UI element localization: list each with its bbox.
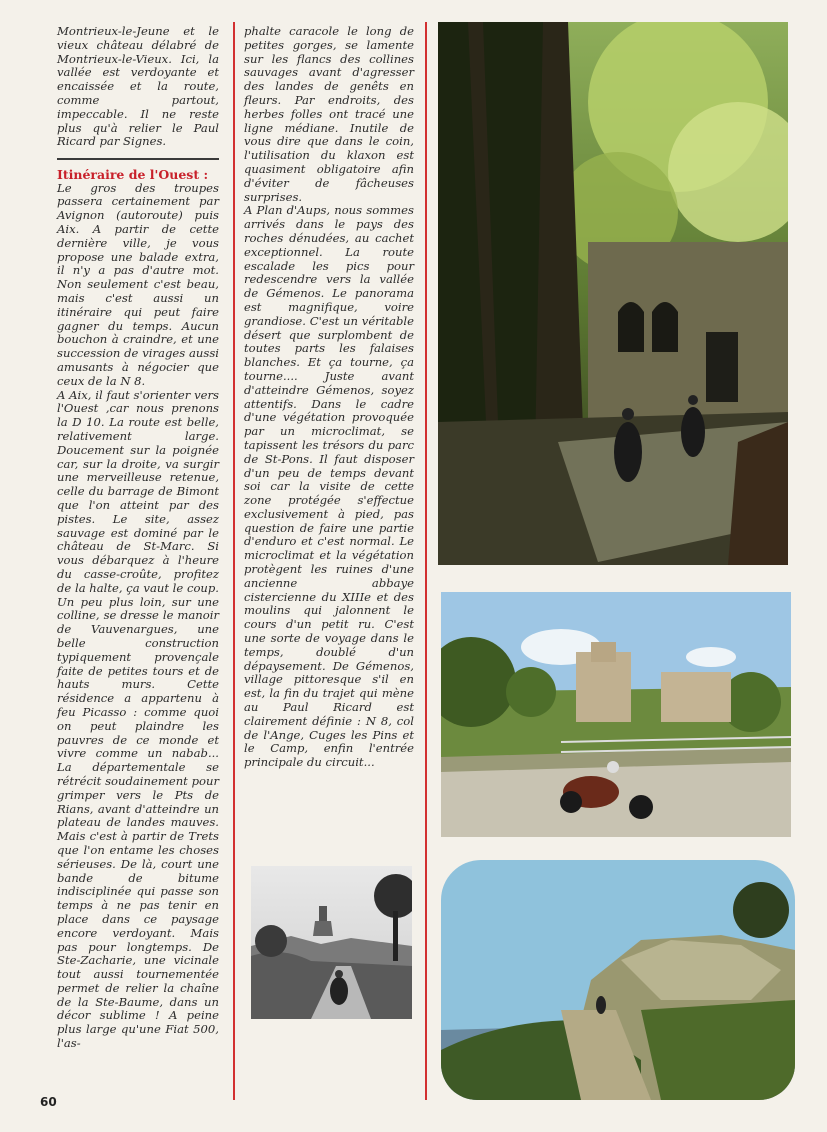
intro-paragraph: Montrieux-le-Jeune et le vieux château délabré de Montrieux-le-Vieux. Ici, la vallée est verdoyante et encaissée et la route, comme partout, impeccable. Il ne reste plus qu'à relier le Paul Ricard par Signes.	[57, 24, 219, 149]
column-rule-left	[233, 22, 235, 1100]
body-paragraph-3: phalte caracole le long de petites gorges, se lamente sur les flancs des collines sauvages avant d'agresser des landes de genêts en fleurs. Par endroits, des herbes folles ont tracé une ligne médiane. Inutile de vous dire que dans le coin, l'utilisation du klaxon est quasiment obligatoire afin d'éviter de fâcheuses surprises.	[244, 24, 414, 204]
text-column-middle	[244, 25, 414, 770]
page-number: 60	[40, 1095, 57, 1109]
text-column-left	[57, 25, 219, 1051]
body-paragraph-1: Le gros des troupes passera certainement par Avignon (autoroute) puis Aix. A partir de cette dernière ville, je vous propose une balade extra, il n'y a pas d'autre mot. Non seulement c'est beau, mais c'est aussi un itinéraire qui peut faire gagner du temps. Aucun bouchon à craindre, et une succession de virages aussi amusants à négocier que ceux de la N 8.	[57, 180, 219, 388]
body-paragraph-4: A Plan d'Aups, nous sommes arrivés dans le pays des roches dénudées, au cachet exceptionnel. La route escalade les pics pour redescendre vers la vallée de Gémenos. Le panorama est magnifique, voire grandiose. C'est un véritable désert que surplombent de toutes parts les falaises blanches. Et ça tourne, ça tourne.... Juste avant d'atteindre Gémenos, soyez attentifs. Dans le cadre d'une végétation provoquée par un microclimat, se tapissent les trésors du parc de St-Pons. Il faut disposer d'un peu de temps devant soi car la visite de cette zone protégée s'effectue exclusivement à pied, pas question de faire une partie d'enduro et c'est normal. Le microclimat et la végétation protègent les ruines d'une ancienne abbaye cistercienne du XIIIe et des moulins qui jalonnent le cours d'un petit ru. C'est une sorte de voyage dans le temps, doublé d'un dépaysement. De Gémenos, village pittoresque s'il en est, la fin du trajet qui mène au Paul Ricard est clairement définie : N 8, col de l'Ange, Cuges les Pins et le Camp, enfin l'entrée principale du circuit...	[244, 203, 414, 770]
body-paragraph-2: A Aix, il faut s'orienter vers l'Ouest ,car nous prenons la D 10. La route est belle, relativement large. Doucement sur la poignée car, sur la droite, va surgir une merveilleuse retenue, celle du barrage de Bimont que l'on atteint par des pistes. Le site, assez sauvage est dominé par le château de St-Marc. Si vous débarquez à l'heure du casse-croûte, profitez de la halte, ça vaut le coup. Un peu plus loin, sur une colline, se dresse le manoir de Vauvenargues, une belle construction typiquement provençale faite de petites tours et de hauts murs. Cette résidence a appartenu à feu Picasso : comme quoi on peut plaindre les pauvres de ce monde et vivre comme un nabab... La départementale se rétrécit soudainement pour grimper vers le Pts de Rians, avant d'atteindre un plateau de landes mauves. Mais c'est à partir de Trets que l'on entame les choses sérieuses. De là, court une bande de bitume indisciplinée qui passe son temps à ne pas tenir en place dans ce paysage encore verdoyant. Mais pas pour longtemps. De Ste-Zacharie, une vicinale tout aussi tournementée permet de relier la chaîne de la Ste-Baume, dans un décor sublime ! A peine plus large qu'une Fiat 500, l'as-	[57, 387, 219, 1051]
section-divider	[57, 158, 219, 160]
photo-forest-abbey-motorcycles	[438, 22, 788, 565]
photo-bw-motorcycle-road	[251, 866, 412, 1019]
section-title: Itinéraire de l'Ouest :	[57, 166, 209, 182]
column-rule-right	[425, 22, 427, 1100]
photo-castle-motorcycle	[441, 592, 791, 837]
photo-rocky-hill-trail	[441, 860, 795, 1100]
